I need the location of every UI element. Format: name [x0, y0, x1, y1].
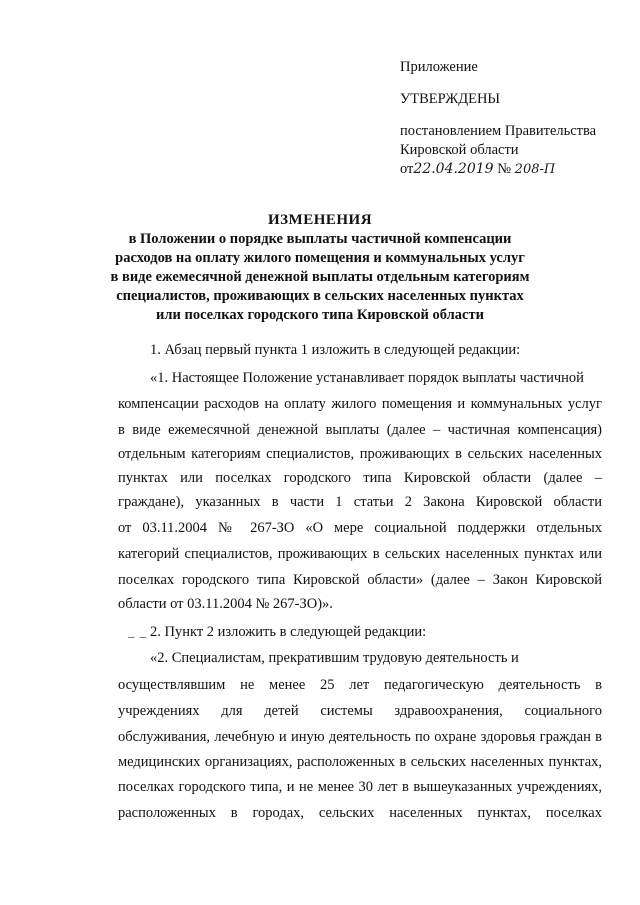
- margin-mark: _ _: [128, 624, 148, 639]
- approved-label: УТВЕРЖДЕНЫ: [400, 91, 501, 107]
- body-line: отдельным категориям специалистов, проживающих в сельских населенных: [118, 446, 602, 462]
- date-prefix: от: [400, 161, 414, 177]
- decree-date-line: [400, 160, 555, 179]
- title-line: в Положении о порядке выплаты частичной компенсации: [128, 231, 512, 247]
- title-line: специалистов, проживающих в сельских населенных пунктах: [116, 288, 524, 304]
- document-title: [0, 210, 640, 325]
- number-prefix: №: [497, 161, 512, 177]
- body-line: обслуживания, лечебную и иную деятельность по охране здоровья граждан в: [118, 729, 602, 745]
- title-line: расходов на оплату жилого помещения и коммунальных услуг: [115, 250, 525, 266]
- decree-line-1: постановлением Правительства: [400, 123, 597, 139]
- body-line: «2. Специалистам, прекратившим трудовую деятельность и: [150, 650, 519, 666]
- body-line: пунктах или поселках городского типа Кировской области (далее –: [118, 470, 602, 486]
- title-heading: ИЗМЕНЕНИЯ: [267, 212, 373, 228]
- body-line: осуществлявшим не менее 25 лет педагогическую деятельность в: [118, 677, 602, 693]
- title-line: или поселках городского типа Кировской области: [156, 307, 484, 323]
- body-line: поселках городского типа, и не менее 30 лет в вышеуказанных учреждениях,: [118, 779, 602, 795]
- title-line: в виде ежемесячной денежной выплаты отдельным категориям: [110, 269, 530, 285]
- body-line: расположенных в городах, сельских населенных пунктах, поселках: [118, 805, 602, 821]
- body-line: учреждениях для детей системы здравоохранения, социального: [118, 703, 602, 719]
- body-line: компенсации расходов на оплату жилого помещения и коммунальных услуг: [118, 396, 602, 412]
- body-line: области от 03.11.2004 № 267-ЗО)».: [118, 596, 333, 612]
- body-line: граждане), указанных в части 1 статьи 2 Закона Кировской области: [118, 494, 602, 510]
- item-1-heading: 1. Абзац первый пункта 1 изложить в следующей редакции:: [150, 342, 521, 358]
- handwritten-date: 22.04.2019: [413, 161, 494, 177]
- body-line: медицинских организациях, расположенных в сельских населенных пунктах,: [118, 754, 602, 770]
- body-line: в виде ежемесячной денежной выплаты (далее – частичная компенсация): [118, 422, 602, 438]
- body-line: «1. Настоящее Положение устанавливает порядок выплаты частичной: [150, 370, 584, 386]
- handwritten-number: 208-П: [514, 162, 556, 177]
- body-line: от 03.11.2004 № 267-ЗО «О мере социальной поддержки отдельных: [118, 520, 602, 536]
- item-2-heading: 2. Пункт 2 изложить в следующей редакции:: [150, 624, 427, 640]
- body-line: поселках городского типа Кировской области» (далее – Закон Кировской: [118, 572, 602, 588]
- body-line: категорий специалистов, проживающих в сельских населенных пунктах или: [118, 546, 602, 562]
- decree-line-2: Кировской области: [400, 142, 519, 158]
- appendix-label: Приложение: [400, 59, 478, 75]
